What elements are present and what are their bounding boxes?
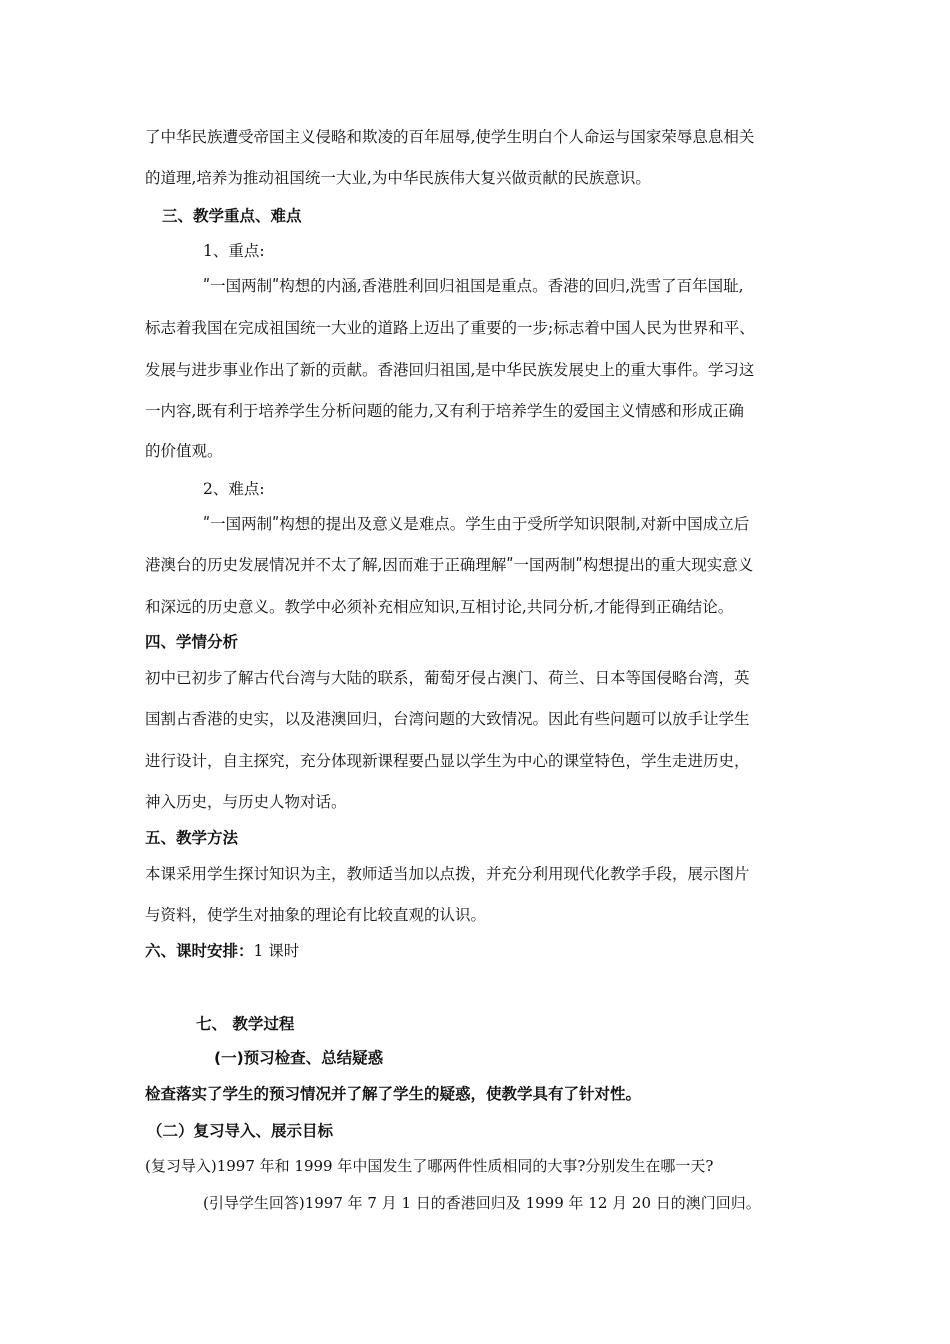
schedule-value: 1 课时	[253, 942, 300, 960]
subsection-heading-7-1: (一)预习检查、总结疑惑	[214, 1049, 384, 1067]
section-heading-4: 四、学情分析	[145, 633, 239, 651]
schedule-label: 六、课时安排：	[145, 942, 254, 960]
subheading-key-points: 1、重点:	[203, 242, 265, 260]
paragraph-line: 标志着我国在完成祖国统一大业的道路上迈出了重要的一步;标志着中国人民为世界和平、	[145, 319, 755, 337]
subsection-heading-7-2: （二）复习导入、展示目标	[147, 1122, 334, 1140]
paragraph-line: 和深远的历史意义。教学中必须补充相应知识,互相讨论,共同分析,才能得到正确结论。	[145, 598, 734, 616]
paragraph-line: 国割占香港的史实，以及港澳回归，台湾问题的大致情况。因此有些问题可以放手让学生	[145, 710, 750, 728]
section-heading-5: 五、教学方法	[145, 829, 239, 847]
paragraph-line: 发展与进步事业作出了新的贡献。香港回归祖国,是中华民族发展史上的重大事件。学习这	[145, 361, 755, 379]
paragraph-line: 初中已初步了解古代台湾与大陆的联系，葡萄牙侵占澳门、荷兰、日本等国侵略台湾，英	[145, 669, 750, 687]
paragraph-line: 本课采用学生探讨知识为主，教师适当加以点拨，并充分利用现代化教学手段，展示图片	[145, 865, 750, 883]
paragraph-line: 的价值观。	[145, 442, 223, 460]
paragraph-line: (引导学生回答)1997 年 7 月 1 日的香港回归及 1999 年 12 月 20 日的澳门回归。	[203, 1194, 761, 1212]
paragraph-line: 的道理,培养为推动祖国统一大业,为中华民族伟大复兴做贡献的民族意识。	[145, 169, 651, 187]
paragraph-line: ʺ一国两制ʺ构想的内涵,香港胜利回归祖国是重点。香港的回归,洗雪了百年国耻,	[203, 277, 744, 295]
paragraph-line: 与资料，使学生对抽象的理论有比较直观的认识。	[145, 906, 487, 924]
paragraph-line: (复习导入)1997 年和 1999 年中国发生了哪两件性质相同的大事?分别发生在哪一天?	[145, 1157, 714, 1175]
paragraph-line: 港澳台的历史发展情况并不太了解,因而难于正确理解ʺ一国两制ʺ构想提出的重大现实意义	[145, 556, 754, 574]
paragraph-line: 一内容,既有利于培养学生分析问题的能力,又有利于培养学生的爱国主义情感和形成正确	[145, 402, 744, 420]
section-heading-3: 三、教学重点、难点	[162, 207, 302, 225]
paragraph-line: 了中华民族遭受帝国主义侵略和欺凌的百年屈辱,使学生明白个人命运与国家荣辱息息相关	[145, 128, 755, 146]
subheading-difficulties: 2、难点:	[203, 480, 265, 498]
paragraph-line: 进行设计，自主探究，充分体现新课程要凸显以学生为中心的课堂特色，学生走进历史，	[145, 752, 750, 770]
paragraph-line: 神入历史，与历史人物对话。	[145, 793, 347, 811]
section-heading-6	[145, 941, 299, 961]
section-heading-7: 七、 教学过程	[196, 1015, 295, 1033]
paragraph-line: ʺ一国两制ʺ构想的提出及意义是难点。学生由于受所学知识限制,对新中国成立后	[203, 515, 750, 533]
bold-paragraph: 检查落实了学生的预习情况并了解了学生的疑惑，使教学具有了针对性。	[145, 1085, 642, 1103]
